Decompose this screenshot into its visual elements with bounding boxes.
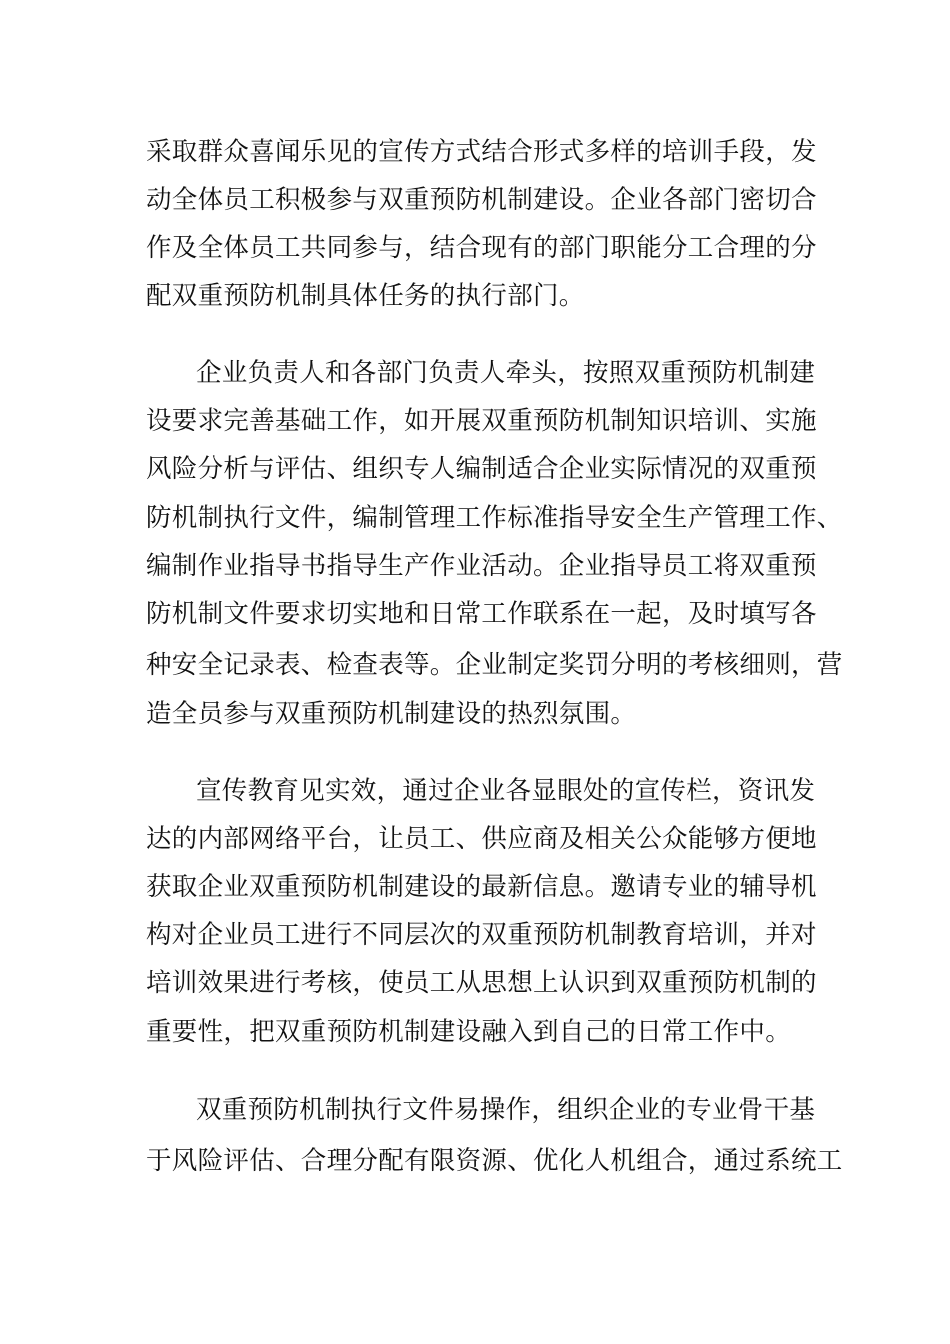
text-line: 达的内部网络平台，让员工、供应商及相关公众能够方便地 (146, 824, 817, 854)
text-line: 获取企业双重预防机制建设的最新信息。邀请专业的辅导机 (146, 872, 817, 902)
text-line: 配双重预防机制具体任务的执行部门。 (146, 281, 585, 311)
text-line: 种安全记录表、检查表等。企业制定奖罚分明的考核细则，营 (146, 650, 843, 680)
text-line: 培训效果进行考核，使员工从思想上认识到双重预防机制的 (146, 968, 817, 998)
text-line: 防机制文件要求切实地和日常工作联系在一起，及时填写各 (146, 599, 817, 629)
text-line: 构对企业员工进行不同层次的双重预防机制教育培训，并对 (146, 920, 817, 950)
text-line: 设要求完善基础工作，如开展双重预防机制知识培训、实施 (146, 406, 817, 436)
text-line: 编制作业指导书指导生产作业活动。企业指导员工将双重预 (146, 551, 817, 581)
text-line: 作及全体员工共同参与，结合现有的部门职能分工合理的分 (146, 233, 817, 263)
text-line: 风险分析与评估、组织专人编制适合企业实际情况的双重预 (146, 454, 817, 484)
text-line: 造全员参与双重预防机制建设的热烈氛围。 (146, 699, 637, 729)
text-line: 重要性，把双重预防机制建设融入到自己的日常工作中。 (146, 1017, 792, 1047)
text-line: 动全体员工积极参与双重预防机制建设。企业各部门密切合 (146, 185, 817, 215)
text-line: 双重预防机制执行文件易操作，组织企业的专业骨干基 (196, 1095, 816, 1125)
text-line: 企业负责人和各部门负责人牵头，按照双重预防机制建 (196, 358, 816, 388)
text-line: 于风险评估、合理分配有限资源、优化人机组合，通过系统工 (146, 1146, 843, 1176)
text-line: 采取群众喜闻乐见的宣传方式结合形式多样的培训手段，发 (146, 137, 817, 167)
text-line: 宣传教育见实效，通过企业各显眼处的宣传栏，资讯发 (196, 776, 816, 806)
text-line: 防机制执行文件，编制管理工作标准指导安全生产管理工作、 (146, 503, 843, 533)
